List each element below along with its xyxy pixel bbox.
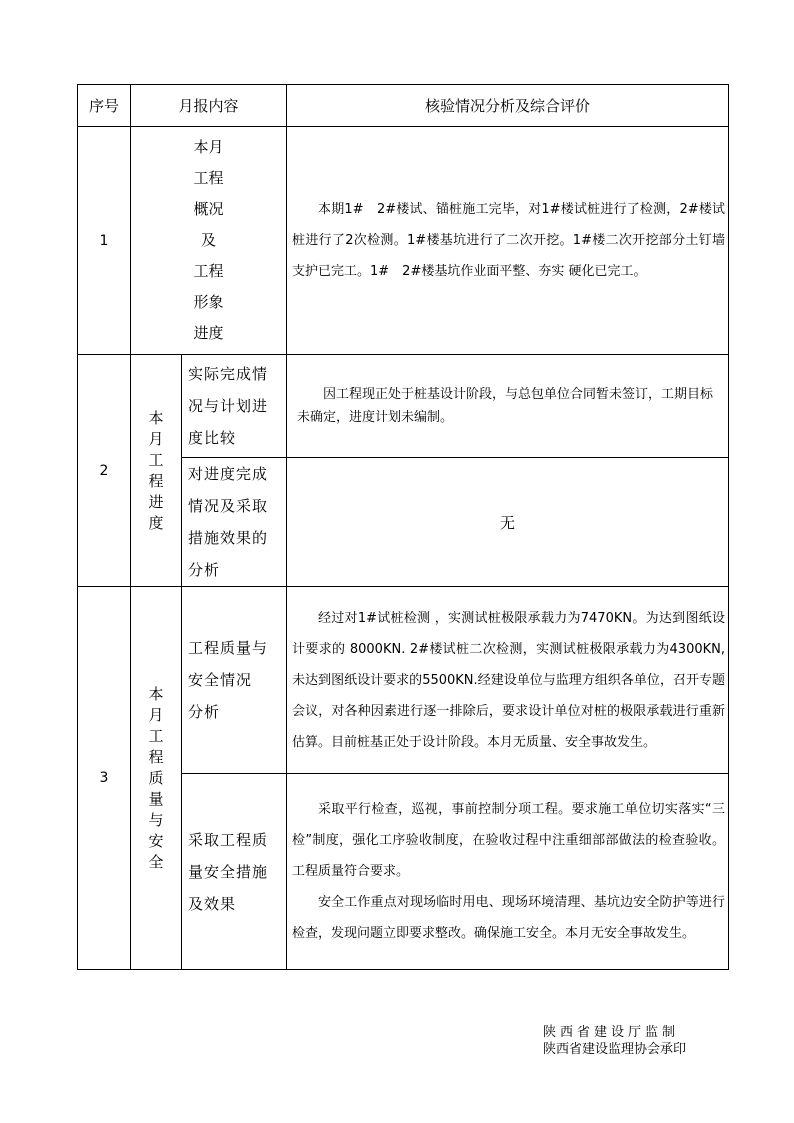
row-3-label-char: 本 (148, 684, 164, 703)
row-2-label (131, 355, 182, 587)
row-1-label-line: 概况 (193, 200, 224, 218)
footer-supervisor: 陕西省建设厅监制 (543, 1025, 680, 1040)
row-3-label-char: 量 (148, 789, 164, 808)
footer-printer: 陕西省建设监理协会承印 (543, 1042, 687, 1057)
row-3-label-char: 月 (148, 705, 164, 724)
header-row (78, 85, 729, 127)
row-3-sub-1 (182, 587, 287, 774)
row-2-evaluation-2: 无 (287, 458, 729, 587)
row-1-label-line: 本月 (193, 138, 224, 156)
footer-imprint (543, 1024, 686, 1058)
row-1 (78, 127, 729, 355)
row-2-sub-1-line: 况与计划进 (188, 397, 269, 415)
row-2-sub-2-line: 对进度完成 (188, 465, 269, 483)
row-3a (78, 587, 729, 774)
row-1-label-line: 形象 (193, 293, 224, 311)
row-2-sub-2-line: 措施效果的 (188, 529, 269, 547)
row-3-label-char: 工 (148, 726, 164, 745)
row-1-text: 本期1# 2#楼试、锚桩施工完毕，对1#楼试桩进行了检测，2#楼试桩进行了2次检测。1#楼基坑进行了二次开挖。1#楼二次开挖部分土钉墙支护已完工。1# 2#楼基坑作业面平整、夯实 硬化已完工。 (292, 202, 726, 279)
row-2-number: 2 (78, 355, 131, 587)
row-2a (78, 355, 729, 458)
row-2-label-char: 程 (148, 471, 164, 490)
row-3-sub-2 (182, 774, 287, 970)
row-1-label-line: 工程 (193, 169, 224, 187)
row-2-sub-1-line: 实际完成情 (188, 365, 269, 383)
row-3-evaluation-1 (287, 587, 729, 774)
row-3-sub-1-line: 安全情况 (188, 671, 253, 689)
row-3-sub-1-line: 分析 (188, 703, 221, 721)
row-3-sub-1-line: 工程质量与 (188, 639, 269, 657)
row-3-evaluation-2 (287, 774, 729, 970)
row-3-label-char: 程 (148, 747, 164, 766)
header-seq: 序号 (78, 85, 131, 127)
header-evaluation: 核验情况分析及综合评价 (287, 85, 729, 127)
row-2-label-char: 度 (148, 513, 164, 532)
row-3-text-2a: 采取平行检查，巡视，事前控制分项工程。要求施工单位切实落实“三检”制度，强化工序验收制度，在验收过程中注重细部部做法的检查验收。工程质量符合要求。 (292, 802, 726, 879)
row-3-label-char: 全 (148, 852, 164, 871)
row-2-sub-2 (182, 458, 287, 587)
row-2-evaluation-1 (287, 355, 729, 458)
row-2-label-char: 本 (148, 408, 164, 427)
row-3-text-1: 经过对1#试桩检测 ，实测试桩极限承载力为7470KN。为达到图纸设计要求的 8000KN. 2#楼试桩二次检测，实测试桩极限承载力为4300KN,未达到图纸设计要求的5500KN.经建设单位与监理方组织各单位，召开专题会议，对各种因素进行逐一排除后，要求设计单位对桩的极限承载进行重新估算。目前桩基正处于设计阶段。本月无质量、安全事故发生。 (292, 610, 726, 750)
row-1-label (131, 127, 287, 355)
row-1-label-line: 工程 (193, 262, 224, 280)
row-1-number: 1 (78, 127, 131, 355)
row-3-label-char: 质 (148, 768, 164, 787)
row-1-label-line: 及 (201, 231, 217, 249)
row-2-sub-1 (182, 355, 287, 458)
row-3-label-char: 与 (148, 810, 164, 829)
row-1-label-line: 进度 (193, 324, 224, 342)
monthly-report-table (77, 84, 729, 970)
row-1-evaluation (287, 127, 729, 355)
row-3-sub-2-line: 采取工程质 (188, 830, 269, 849)
row-3-number: 3 (78, 587, 131, 970)
row-3-label-char: 安 (148, 831, 164, 850)
row-2-label-char: 工 (148, 450, 164, 469)
header-content: 月报内容 (131, 85, 287, 127)
row-2-label-char: 月 (148, 429, 164, 448)
row-3-sub-2-line: 量安全措施 (188, 862, 269, 881)
row-3-text-2b: 安全工作重点对现场临时用电、现场环境清理、基坑边安全防护等进行检查，发现问题立即要求整改。确保施工安全。本月无安全事故发生。 (292, 895, 726, 941)
row-2-sub-2-line: 情况及采取 (188, 497, 269, 515)
row-2-text-1: 因工程现正处于桩基设计阶段，与总包单位合同暂未签订，工期目标未确定，进度计划未编制。 (297, 387, 714, 425)
row-2-label-char: 进 (148, 492, 164, 511)
row-3-sub-2-line: 及效果 (188, 894, 237, 913)
row-3-label (131, 587, 182, 970)
row-2-sub-1-line: 度比较 (188, 429, 237, 447)
row-2-sub-2-line: 分析 (188, 561, 221, 579)
